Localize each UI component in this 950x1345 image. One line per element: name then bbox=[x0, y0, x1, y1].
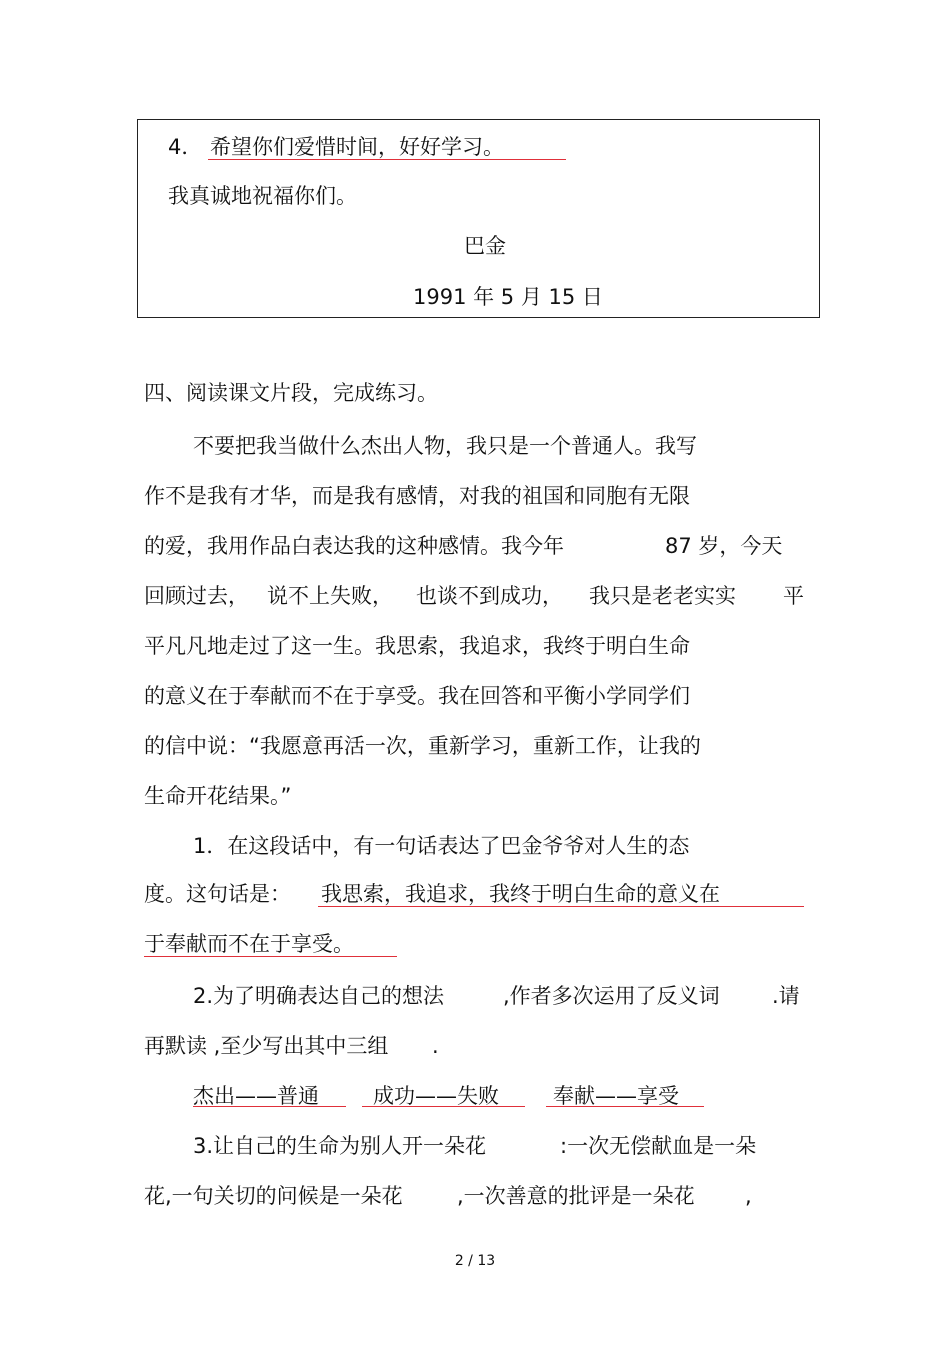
question-3-text: 3.让自己的生命为别人开一朵花 bbox=[193, 1134, 487, 1158]
question-1-answer: 我思索，我追求，我终于明白生命的意义在 bbox=[321, 882, 720, 906]
question-3-text: :一次无偿献血是一朵 bbox=[560, 1134, 757, 1158]
question-1-prefix: 度。这句话是： bbox=[144, 882, 291, 906]
passage-line: 不要把我当做什么杰出人物，我只是一个普通人。我写 bbox=[193, 434, 697, 458]
answer-underline bbox=[208, 159, 566, 160]
answer-underline bbox=[144, 956, 397, 957]
question-2-text: 再默读 ,至少写出其中三组 bbox=[144, 1034, 389, 1058]
letter-wish: 我真诚地祝福你们。 bbox=[168, 184, 357, 208]
question-2-text: ,作者多次运用了反义词 bbox=[503, 984, 720, 1008]
antonym-pair: 杰出——普通 bbox=[193, 1084, 319, 1108]
letter-date: 1991 年 5 月 15 日 bbox=[413, 285, 603, 309]
passage-line: 87 岁，今天 bbox=[665, 534, 783, 558]
answer-underline bbox=[546, 1106, 704, 1107]
passage-line: 的信中说：“我愿意再活一次，重新学习，重新工作，让我的 bbox=[144, 734, 701, 758]
item-4-number: 4． bbox=[168, 135, 203, 159]
item-4-answer: 希望你们爱惜时间，好好学习。 bbox=[210, 135, 504, 159]
question-2-text: .请 bbox=[772, 984, 800, 1008]
answer-underline bbox=[362, 1106, 525, 1107]
passage-line: 生命开花结果。” bbox=[144, 784, 292, 808]
answer-underline bbox=[193, 1106, 346, 1107]
question-3-text: 花,一句关切的问候是一朵花 bbox=[144, 1184, 403, 1208]
passage-line: 我只是老老实实 bbox=[589, 584, 736, 608]
question-2-text: . bbox=[432, 1034, 439, 1058]
question-1-text: 1．在这段话中，有一句话表达了巴金爷爷对人生的态 bbox=[193, 834, 690, 858]
passage-line: 回顾过去， bbox=[144, 584, 249, 608]
passage-line: 的意义在于奉献而不在于享受。我在回答和平衡小学同学们 bbox=[144, 684, 690, 708]
section-heading: 四、阅读课文片段，完成练习。 bbox=[144, 381, 438, 405]
antonym-pair: 成功——失败 bbox=[373, 1084, 499, 1108]
passage-line: 作不是我有才华，而是我有感情，对我的祖国和同胞有无限 bbox=[144, 484, 690, 508]
answer-underline bbox=[318, 906, 804, 907]
question-3-text: , bbox=[745, 1184, 752, 1208]
passage-line: 的爱，我用作品白表达我的这种感情。我今年 bbox=[144, 534, 564, 558]
antonym-pair: 奉献——享受 bbox=[553, 1084, 679, 1108]
question-2-text: 2.为了明确表达自己的想法 bbox=[193, 984, 445, 1008]
passage-line: 平凡凡地走过了这一生。我思索，我追求，我终于明白生命 bbox=[144, 634, 690, 658]
page-number: 2 / 13 bbox=[454, 1253, 496, 1269]
letter-signature: 巴金 bbox=[464, 234, 506, 258]
question-1-answer: 于奉献而不在于享受。 bbox=[144, 932, 354, 956]
passage-line: 说不上失败， bbox=[267, 584, 393, 608]
question-3-text: ,一次善意的批评是一朵花 bbox=[457, 1184, 695, 1208]
passage-line: 也谈不到成功， bbox=[416, 584, 563, 608]
passage-line: 平 bbox=[783, 584, 804, 608]
